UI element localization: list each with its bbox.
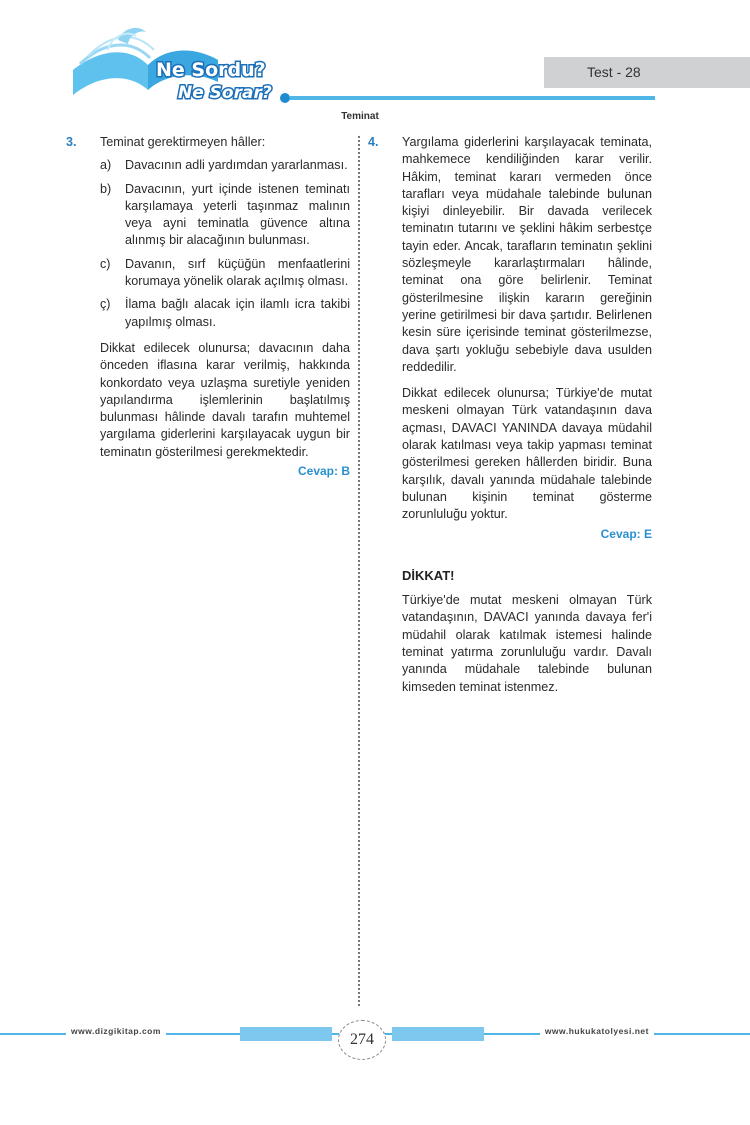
item-text: Davacının adli yardımdan yararlanması.	[125, 158, 348, 173]
list-item	[100, 157, 350, 174]
logo-text-line2: Ne Sorar?	[178, 83, 272, 103]
item-text: Davacının, yurt içinde istenen teminatı karşılamaya yeterli taşınmaz malının veya ayni teminatla güvence altına alınmış bir alacağının bulunması.	[125, 181, 350, 248]
question-text: Yargılama giderlerini karşılayacak teminata, mahkemece kendiliğinden karar verilir. Hâkim, teminat kararı vermeden önce tarafları veya müdahale talebinde bulunan kişiyi dinleyebilir. Bir davada verilecek teminatın tutarını ve şeklini hâkim serbestçe tayin eder. Ancak, tarafların teminatın şeklini sözleşmeyle kararlaştırmaları hâlinde, teminat ona göre belirlenir. Teminat gösterilmesine ilişkin kararın gereğinin yerine getirilmesi bir dava şartıdır. Belirlenen kesin süre içerisinde teminat gösterilmezse, dava şartı yokluğu sebebiyle dava usulden reddedilir.	[402, 135, 652, 374]
logo-text-line1: Ne Sordu?	[156, 59, 266, 81]
column-divider	[358, 136, 360, 1006]
footer-left-url: www.dizgikitap.com	[66, 1026, 166, 1036]
explanation-note: Dikkat edilecek olunursa; Türkiye'de mutat meskeni olmayan Türk vatandaşının dava açması, DAVACI YANINDA davaya müdahil olarak katılması veya takip yapması teminat gösterilmesi gereken hâllerden biridir. Buna karşılık, davalı yanında müdahale talebinde bulunan kişinin teminat gösterme zorunluluğu yoktur.	[402, 386, 652, 522]
answer-label: Cevap: E	[600, 526, 652, 541]
list-item	[100, 256, 350, 291]
test-label: Test - 28	[587, 64, 641, 80]
footer-bar-right	[392, 1027, 484, 1041]
question-title: Teminat gerektirmeyen hâller:	[100, 135, 266, 149]
dikkat-text: Türkiye'de mutat meskeni olmayan Türk vatandaşının, DAVACI yanında davaya fer'i müdahil olarak katılmak istemesi halinde teminat yatırma zorunluluğu vardır. Davalı yanında müdahale talebinde bulunan kimseden teminat istenmez.	[402, 593, 652, 694]
list-item	[100, 296, 350, 331]
question-4	[368, 134, 652, 696]
item-label: b)	[100, 181, 112, 196]
section-title: Teminat	[341, 111, 379, 122]
publisher-logo	[68, 20, 298, 112]
explanation-note: Dikkat edilecek olunursa; davacının daha önceden iflasına karar verilmiş, hakkında konkordato veya uzlaşma suretiyle yeniden yapılandırma işlemlerinin başlatılmış bulunması hâlinde davalı tarafın muhtemel yargılama giderlerini karşılayacak uygun bir teminatın gösterilmesi gerekmektedir.	[100, 340, 350, 459]
question-number: 3.	[66, 135, 77, 149]
item-label: ç)	[100, 297, 111, 312]
question-number: 4.	[368, 135, 379, 149]
header-line	[290, 96, 655, 100]
page-number: 274	[338, 1020, 386, 1060]
list-item	[100, 181, 350, 250]
item-text: İlama bağlı alacak için ilamlı icra takibi yapılmış olması.	[125, 297, 350, 329]
footer-bar-left	[240, 1027, 332, 1041]
question-3	[66, 134, 350, 480]
footer-right-url: www.hukukatolyesi.net	[540, 1026, 654, 1036]
header-dot	[280, 93, 290, 103]
dikkat-title: DİKKAT!	[402, 567, 455, 583]
test-label-box	[544, 57, 750, 88]
answer-label: Cevap: B	[297, 464, 350, 479]
item-text: Davanın, sırf küçüğün menfaatlerini korumaya yönelik olarak açılmış olması.	[125, 256, 350, 289]
item-label: a)	[100, 158, 112, 173]
item-label: c)	[100, 256, 111, 271]
